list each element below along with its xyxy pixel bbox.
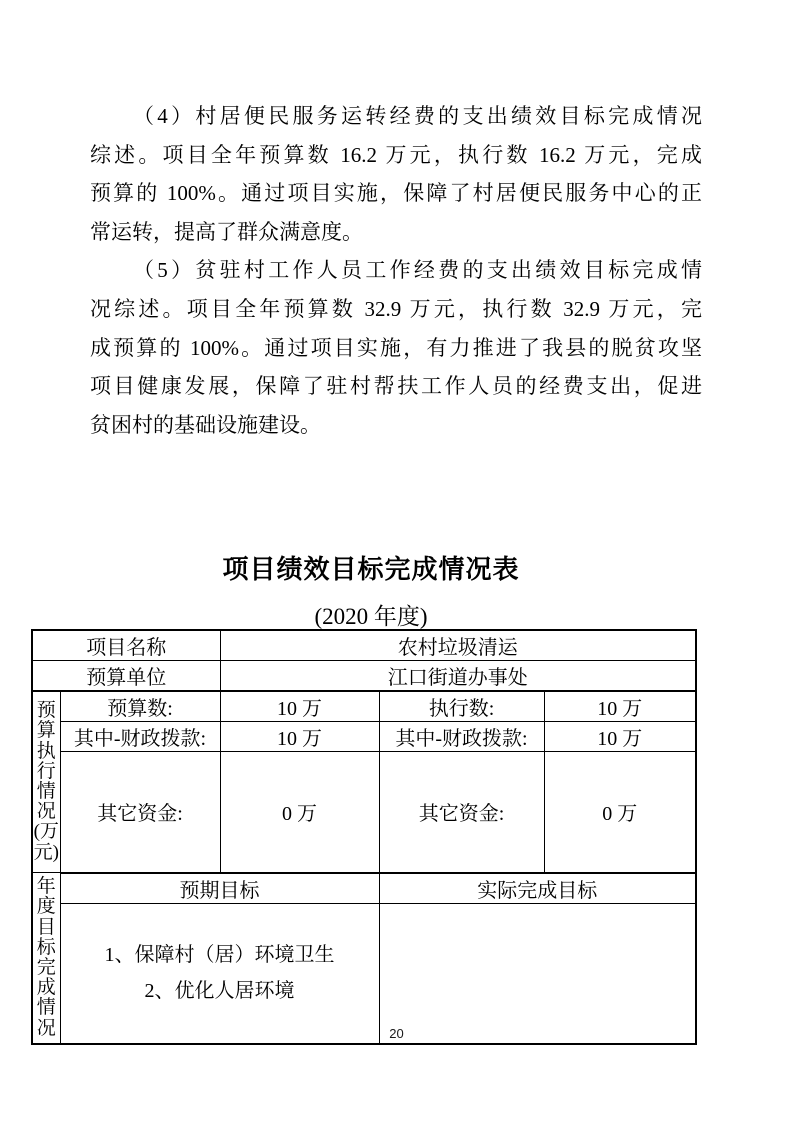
expected-goal-header: 预期目标 (60, 873, 379, 904)
annual-goal-vertical-header (32, 873, 60, 1045)
budget-unit-label: 预算单位 (32, 661, 220, 692)
actual-goal-cell (379, 903, 696, 1044)
other-funds-value-right: 0 万 (544, 752, 696, 873)
expected-goal-line: 2、优化人居环境 (144, 980, 295, 1003)
table-row (32, 903, 696, 1044)
fiscal-allocation-label-left: 其中-财政拨款: (60, 722, 220, 752)
budget-number-value: 10 万 (220, 691, 379, 722)
vertical-header-char: 年 (36, 876, 56, 898)
paragraph-5-line: 贫困村的基础设施建设。 (90, 412, 321, 437)
budget-unit-value: 江口街道办事处 (220, 661, 696, 692)
other-funds-label-right: 其它资金: (379, 752, 544, 873)
vertical-header-char: 预 (36, 700, 56, 722)
other-funds-value-left: 0 万 (220, 752, 379, 873)
table-row (32, 630, 696, 661)
actual-goal-header: 实际完成目标 (379, 873, 696, 904)
table-row (32, 873, 696, 904)
paragraph-4 (90, 97, 702, 251)
vertical-header-char: 况 (36, 801, 56, 823)
budget-number-label: 预算数: (60, 691, 220, 722)
vertical-header-char: 情 (36, 781, 56, 802)
table-title: 项目绩效目标完成情况表 (222, 554, 520, 584)
vertical-header-char: 目 (36, 916, 56, 938)
paragraph-5-line: （5）贫驻村工作人员工作经费的支出绩效目标完成情 (133, 258, 702, 283)
paragraph-5-line: 项目健康发展，保障了驻村帮扶工作人员的经费支出，促进 (90, 374, 702, 399)
body-text (90, 97, 702, 444)
project-name-value: 农村垃圾清运 (220, 630, 696, 661)
table-row (32, 752, 696, 873)
vertical-header-char: 度 (36, 896, 56, 918)
fiscal-allocation-value-right: 10 万 (544, 722, 696, 752)
vertical-header-char: 标 (36, 936, 56, 958)
fiscal-allocation-value-left: 10 万 (220, 722, 379, 752)
paragraph-5-line: 况综述。项目全年预算数 32.9 万元，执行数 32.9 万元，完 (90, 296, 702, 321)
project-name-label: 项目名称 (32, 630, 220, 661)
expected-goal-line: 1、保障村（居）环境卫生 (104, 944, 335, 967)
table-row (32, 691, 696, 722)
vertical-header-char: 行 (36, 760, 56, 782)
paragraph-4-line: （4）村居便民服务运转经费的支出绩效目标完成情况 (133, 104, 702, 128)
vertical-header-char: 执 (36, 740, 56, 762)
page-number: 20 (389, 1026, 404, 1041)
section-title-block (0, 549, 742, 631)
vertical-header-char: 情 (36, 997, 56, 1019)
execution-number-label: 执行数: (379, 691, 544, 722)
table-row (32, 661, 696, 692)
table-subtitle: (2020 年度) (314, 604, 428, 629)
paragraph-5 (90, 251, 702, 444)
performance-table (31, 629, 697, 1045)
vertical-header-char: (万 (33, 821, 59, 843)
expected-goal-cell (60, 903, 379, 1044)
table-row (32, 722, 696, 752)
vertical-header-char: 元) (33, 841, 59, 863)
budget-execution-vertical-header (32, 691, 60, 873)
paragraph-4-line: 预算的 100%。通过项目实施，保障了村居便民服务中心的正 (90, 181, 702, 206)
other-funds-label-left: 其它资金: (60, 752, 220, 873)
vertical-header-char: 算 (36, 720, 56, 742)
paragraph-4-line: 综述。项目全年预算数 16.2 万元，执行数 16.2 万元，完成 (90, 142, 702, 167)
vertical-header-char: 完 (36, 957, 56, 978)
fiscal-allocation-label-right: 其中-财政拨款: (379, 722, 544, 752)
execution-number-value: 10 万 (544, 691, 696, 722)
vertical-header-char: 况 (36, 1017, 56, 1039)
paragraph-5-line: 成预算的 100%。通过项目实施，有力推进了我县的脱贫攻坚 (90, 335, 702, 360)
vertical-header-char: 成 (36, 977, 56, 999)
paragraph-4-line: 常运转，提高了群众满意度。 (90, 219, 363, 244)
